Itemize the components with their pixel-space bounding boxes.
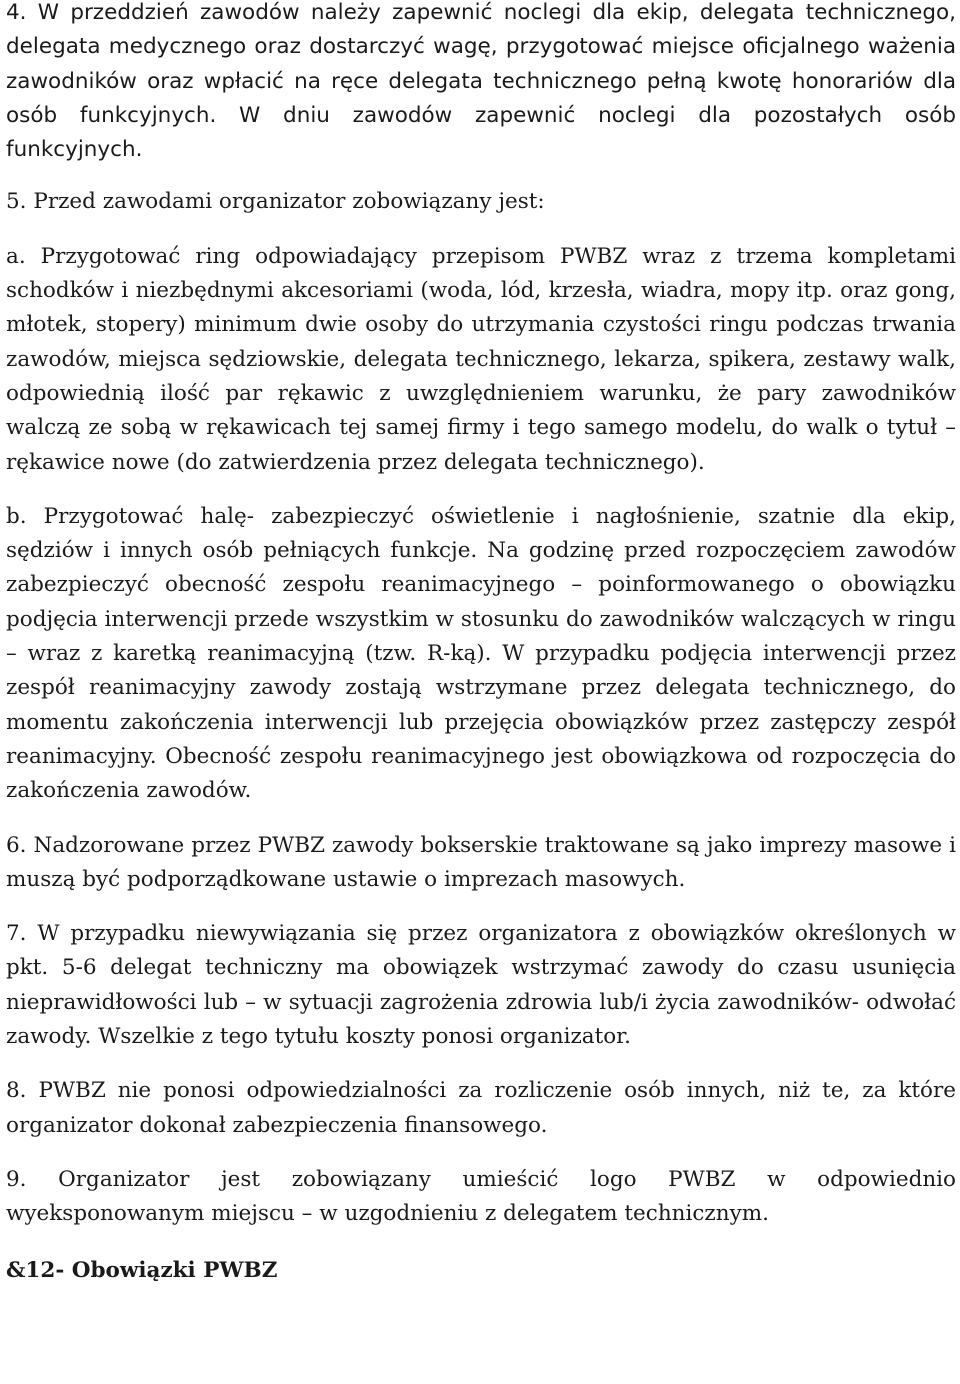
paragraph-7: 7. W przypadku niewywiązania się przez organizatora z obowiązków określonych w pkt. 5-6 delegat techniczny ma obowiązek wstrzymać zawody do czasu usunięcia nieprawidłowości lub – w sytuacji zagrożenia zdrowia lub/i życia zawodników- odwołać zawody. Wszelkie z tego tytułu koszty ponosi organizator. [6, 921, 956, 1050]
section-heading: &12- Obowiązki PWBZ [6, 1257, 278, 1283]
paragraph-5b: b. Przygotować halę- zabezpieczyć oświetlenie i nagłośnienie, szatnie dla ekip, sędziów i innych osób pełniących funkcje. Na godzinę przed rozpoczęciem zawodów zabezpieczyć obecność zespołu reanimacyjnego – poinformowanego o obowiązku podjęcia interwencji przede wszystkim w stosunku do zawodników walczących w ringu – wraz z karetką reanimacyjną (tzw. R-ką). W przypadku podjęcia interwencji przez zespół reanimacyjny zawody zostają wstrzymane przez delegata technicznego, do momentu zakończenia interwencji lub przejęcia obowiązków przez zastępczy zespół reanimacyjny. Obecność zespołu reanimacyjnego jest obowiązkowa od rozpoczęcia do zakończenia zawodów. [6, 503, 956, 804]
paragraph-9: 9. Organizator jest zobowiązany umieścić logo PWBZ w odpowiednio wyeksponowanym miejscu – w uzgodnieniu z delegatem technicznym. [6, 1166, 956, 1227]
paragraph-4: 4. W przeddzień zawodów należy zapewnić noclegi dla ekip, delegata technicznego, delegata medycznego oraz dostarczyć wagę, przygotować miejsce oficjalnego ważenia zawodników oraz wpłacić na ręce delegata technicznego pełną kwotę honorariów dla osób funkcyjnych. W dniu zawodów zapewnić noclegi dla pozostałych osób funkcyjnych. [6, 0, 956, 163]
paragraph-8: 8. PWBZ nie ponosi odpowiedzialności za rozliczenie osób innych, niż te, za które organizator dokonał zabezpieczenia finansowego. [6, 1078, 956, 1138]
paragraph-5a: a. Przygotować ring odpowiadający przepisom PWBZ wraz z trzema kompletami schodków i niezbędnymi akcesoriami (woda, lód, krzesła, wiadra, mopy itp. oraz gong, młotek, stopery) minimum dwie osoby do utrzymania czystości ringu podczas trwania zawodów, miejsca sędziowskie, delegata technicznego, lekarza, spikera, zestawy walk, odpowiednią ilość par rękawic z uwzględnieniem warunku, że pary zawodników walczą ze sobą w rękawicach tej samej firmy i tego samego modelu, do walk o tytuł – rękawice nowe (do zatwierdzenia przez delegata technicznego). [6, 243, 956, 475]
paragraph-5: 5. Przed zawodami organizator zobowiązany jest: [6, 189, 545, 215]
paragraph-6: 6. Nadzorowane przez PWBZ zawody bokserskie traktowane są jako imprezy masowe i muszą być podporządkowane ustawie o imprezach masowych. [6, 832, 956, 892]
document-page [6, 0, 956, 1288]
